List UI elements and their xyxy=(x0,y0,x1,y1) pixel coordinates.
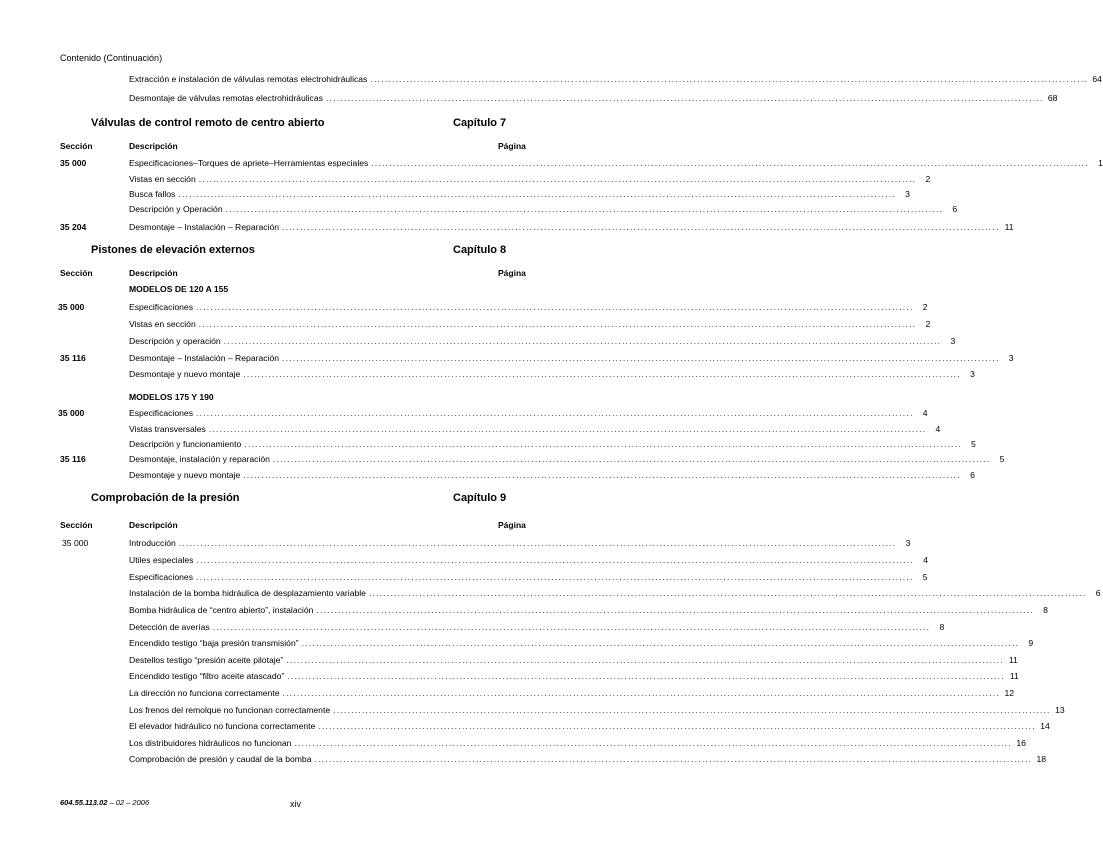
section-code: 35 116 xyxy=(60,454,86,464)
entry-text: Descripción y operación xyxy=(129,336,221,346)
dot-leader: ........................................................................................................................................................................................................ xyxy=(243,369,961,379)
entry-text: Extracción e instalación de válvulas remotas electrohidráulicas xyxy=(129,74,368,84)
dot-leader: ........................................................................................................................................................................................................ xyxy=(198,319,917,329)
document-code xyxy=(60,798,149,807)
toc-entry[interactable] xyxy=(129,368,975,380)
entry-page: 68 xyxy=(1047,93,1058,103)
toc-entry[interactable] xyxy=(129,571,928,583)
entry-text: Vistas en sección xyxy=(129,174,196,184)
entry-text: Comprobación de presión y caudal de la bomba xyxy=(129,754,312,764)
entry-text: Encendido testigo “baja presión transmisión” xyxy=(129,638,299,648)
column-header-description: Descripción xyxy=(129,268,178,278)
entry-text: Introducción xyxy=(129,538,176,548)
toc-entry[interactable] xyxy=(129,687,1015,699)
entry-page: 11 xyxy=(1008,655,1018,665)
entry-text: Desmontaje, instalación y reparación xyxy=(129,454,270,464)
section-code: 35 000 xyxy=(58,302,85,312)
column-header-section: Sección xyxy=(60,268,93,278)
entry-text: Encendido testigo “filtro aceite atascado” xyxy=(129,671,285,681)
toc-entry[interactable] xyxy=(129,157,1103,169)
entry-text: Vistas transversales xyxy=(129,424,206,434)
toc-entry[interactable] xyxy=(129,407,928,419)
entry-page: 6 xyxy=(952,204,958,214)
dot-leader: ........................................................................................................................................................................................................ xyxy=(223,336,942,346)
entry-page: 4 xyxy=(923,555,929,565)
entry-text: El elevador hidráulico no funciona correctamente xyxy=(129,721,316,731)
column-header-page: Página xyxy=(498,141,526,151)
dot-leader: ........................................................................................................................................................................................................ xyxy=(208,424,927,434)
document-number: 604.55.113.02 xyxy=(60,798,108,807)
toc-entry[interactable] xyxy=(129,537,911,549)
section-code: 35 000 xyxy=(58,408,85,418)
entry-page: 8 xyxy=(1043,605,1048,615)
section-code: 35 000 xyxy=(60,158,87,168)
entry-page: 2 xyxy=(925,174,931,184)
entry-text: Utiles especiales xyxy=(129,555,194,565)
entry-text: Los distribuidores hidráulicos no funcionan xyxy=(129,738,292,748)
dot-leader: ........................................................................................................................................................................................................ xyxy=(243,470,961,480)
dot-leader: ........................................................................................................................................................................................................ xyxy=(196,408,914,418)
dot-leader: ........................................................................................................................................................................................................ xyxy=(272,454,991,464)
dot-leader: ........................................................................................................................................................................................................ xyxy=(286,655,1004,665)
entry-page: 3 xyxy=(970,369,975,379)
entry-page: 3 xyxy=(1008,353,1014,363)
entry-page: 13 xyxy=(1055,705,1065,715)
dot-leader: ........................................................................................................................................................................................................ xyxy=(196,555,915,565)
dot-leader: ........................................................................................................................................................................................................ xyxy=(198,174,917,184)
toc-entry[interactable] xyxy=(129,753,1047,765)
entry-text: Bomba hidráulica de “centro abierto”, instalación xyxy=(129,605,314,615)
entry-page: 5 xyxy=(971,439,976,449)
entry-text: Especificaciones–Torques de apriete–Herramientas especiales xyxy=(129,158,369,168)
toc-entry[interactable] xyxy=(129,587,1101,599)
toc-entry[interactable] xyxy=(129,654,1018,666)
entry-text: Desmontaje y nuevo montaje xyxy=(129,470,241,480)
toc-entry[interactable] xyxy=(129,92,1058,104)
entry-page: 6 xyxy=(970,470,975,480)
section-code: 35 116 xyxy=(60,353,86,363)
entry-page: 11 xyxy=(1009,671,1019,681)
entry-page: 8 xyxy=(939,622,945,632)
dot-leader: ........................................................................................................................................................................................................ xyxy=(244,439,962,449)
dot-leader: ........................................................................................................................................................................................................ xyxy=(225,204,944,214)
dot-leader: ........................................................................................................................................................................................................ xyxy=(178,189,896,199)
toc-entry[interactable] xyxy=(129,604,1048,616)
toc-entry[interactable] xyxy=(129,173,931,185)
model-group-title: MODELOS DE 120 A 155 xyxy=(129,284,229,294)
entry-page: 9 xyxy=(1028,638,1034,648)
entry-page: 5 xyxy=(922,572,928,582)
section-code: 35 204 xyxy=(60,222,87,232)
chapter-title: Pistones de elevación externos xyxy=(91,244,255,256)
entry-page: 3 xyxy=(950,336,956,346)
entry-text: Los frenos del remolque no funcionan correctamente xyxy=(129,705,331,715)
entry-text: Vistas en sección xyxy=(129,319,196,329)
entry-page: 1 xyxy=(1098,158,1103,168)
entry-text: La dirección no funciona correctamente xyxy=(129,688,280,698)
toc-entry[interactable] xyxy=(129,704,1065,716)
entry-text: Descripción y funcionamiento xyxy=(129,439,242,449)
column-header-description: Descripción xyxy=(129,520,178,530)
dot-leader: ........................................................................................................................................................................................................ xyxy=(282,688,1001,698)
toc-entry[interactable] xyxy=(129,438,976,450)
dot-leader: ........................................................................................................................................................................................................ xyxy=(316,605,1034,615)
chapter-number: Capítulo 8 xyxy=(453,244,507,256)
chapter-number: Capítulo 9 xyxy=(453,492,507,504)
toc-entry[interactable] xyxy=(129,720,1050,732)
entry-page: 11 xyxy=(1004,222,1014,232)
entry-page: 5 xyxy=(999,454,1005,464)
entry-page: 18 xyxy=(1036,754,1047,764)
toc-entry[interactable] xyxy=(129,453,1005,465)
dot-leader: ........................................................................................................................................................................................................ xyxy=(318,721,1036,731)
dot-leader: ........................................................................................................................................................................................................ xyxy=(212,622,931,632)
toc-entry[interactable] xyxy=(129,221,1014,233)
dot-leader: ........................................................................................................................................................................................................ xyxy=(282,353,1000,363)
section-code: 35 000 xyxy=(62,538,89,548)
entry-text: Detección de averías xyxy=(129,622,210,632)
dot-leader: ........................................................................................................................................................................................................ xyxy=(196,302,914,312)
entry-text: Desmontaje y nuevo montaje xyxy=(129,369,241,379)
entry-text: Especificaciones xyxy=(129,408,194,418)
entry-text: Descripción y Operación xyxy=(129,204,223,214)
entry-page: 6 xyxy=(1095,588,1101,598)
toc-entry[interactable] xyxy=(129,621,945,633)
column-header-description: Descripción xyxy=(129,141,178,151)
entry-page: 14 xyxy=(1040,721,1050,731)
chapter-title: Comprobación de la presión xyxy=(91,492,240,504)
dot-leader: ........................................................................................................................................................................................................ xyxy=(178,538,897,548)
dot-leader: ........................................................................................................................................................................................................ xyxy=(314,754,1033,764)
dot-leader: ........................................................................................................................................................................................................ xyxy=(196,572,914,582)
entry-page: 64 xyxy=(1092,74,1102,84)
dot-leader: ........................................................................................................................................................................................................ xyxy=(370,74,1088,84)
toc-entry[interactable] xyxy=(129,301,928,313)
toc-entry[interactable] xyxy=(129,335,956,347)
dot-leader: ........................................................................................................................................................................................................ xyxy=(301,638,1020,648)
dot-leader: ........................................................................................................................................................................................................ xyxy=(371,158,1089,168)
chapter-number: Capítulo 7 xyxy=(453,117,507,129)
toc-entry[interactable] xyxy=(129,737,1026,749)
entry-text: Busca fallos xyxy=(129,189,176,199)
entry-page: 2 xyxy=(925,319,931,329)
entry-text: Desmontaje – Instalación – Reparación xyxy=(129,353,280,363)
toc-entry[interactable] xyxy=(129,188,910,200)
toc-entry[interactable] xyxy=(129,423,941,435)
entry-text: Desmontaje – Instalación – Reparación xyxy=(129,222,280,232)
chapter-title: Válvulas de control remoto de centro abierto xyxy=(91,117,325,129)
column-header-section: Sección xyxy=(60,141,93,151)
entry-text: Destellos testigo “presión aceite pilotaje” xyxy=(129,655,284,665)
document-date: – 02 – 2006 xyxy=(107,798,150,807)
entry-text: Especificaciones xyxy=(129,572,194,582)
dot-leader: ........................................................................................................................................................................................................ xyxy=(368,588,1087,598)
toc-entry[interactable] xyxy=(129,637,1034,649)
dot-leader: ........................................................................................................................................................................................................ xyxy=(294,738,1012,748)
dot-leader: ........................................................................................................................................................................................................ xyxy=(282,222,1000,232)
toc-entry[interactable] xyxy=(129,203,958,215)
entry-page: 3 xyxy=(905,189,910,199)
entry-page: 12 xyxy=(1004,688,1015,698)
column-header-section: Sección xyxy=(60,520,93,530)
model-group-title: MODELOS 175 Y 190 xyxy=(129,392,214,402)
entry-page: 16 xyxy=(1016,738,1026,748)
entry-text: Desmontaje de válvulas remotas electrohidráulicas xyxy=(129,93,323,103)
dot-leader: ........................................................................................................................................................................................................ xyxy=(287,671,1005,681)
entry-text: Instalación de la bomba hidráulica de desplazamiento variable xyxy=(129,588,366,598)
entry-page: 4 xyxy=(922,408,928,418)
entry-page: 2 xyxy=(922,302,928,312)
column-header-page: Página xyxy=(498,268,526,278)
toc-entry[interactable] xyxy=(129,73,1102,85)
toc-entry[interactable] xyxy=(129,318,931,330)
entry-text: Especificaciones xyxy=(129,302,194,312)
entry-page: 3 xyxy=(905,538,911,548)
toc-entry[interactable] xyxy=(129,554,929,566)
column-header-page: Página xyxy=(498,520,526,530)
toc-entry[interactable] xyxy=(129,352,1014,364)
continuation-header: Contenido (Continuación) xyxy=(60,53,163,63)
toc-entry[interactable] xyxy=(129,670,1019,682)
dot-leader: ........................................................................................................................................................................................................ xyxy=(325,93,1044,103)
entry-page: 4 xyxy=(935,424,941,434)
dot-leader: ........................................................................................................................................................................................................ xyxy=(333,705,1051,715)
toc-entry[interactable] xyxy=(129,469,975,481)
page-number: xiv xyxy=(290,799,301,809)
